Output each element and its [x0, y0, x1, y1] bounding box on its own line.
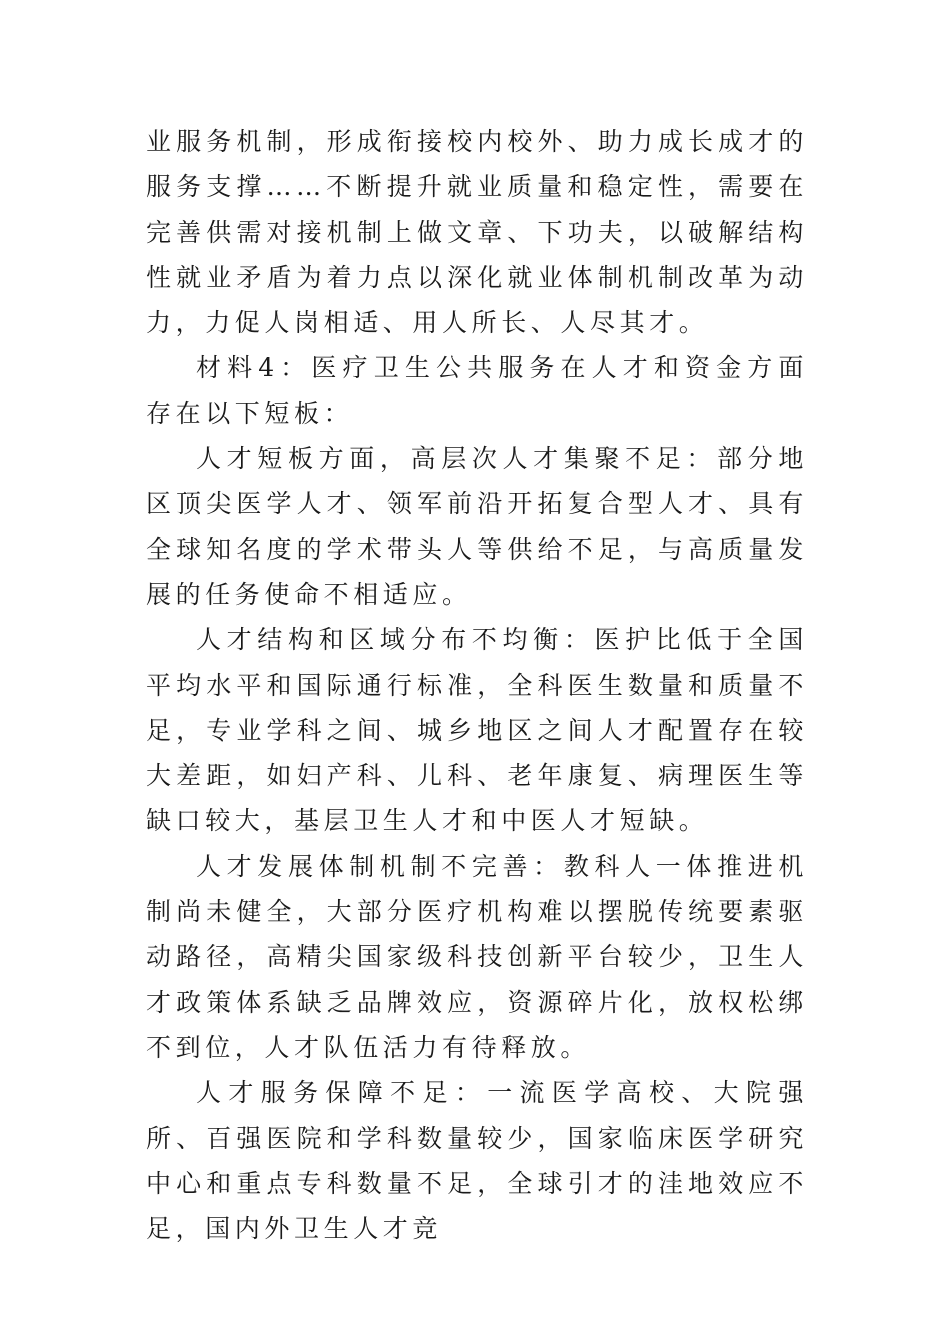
paragraph-high-level-talent: 人才短板方面，高层次人才集聚不足：部分地区顶尖医学人才、领军前沿开拓复合型人才、具有全球知名度的学术带头人等供给不足，与高质量发展的任务使命不相适应。: [146, 444, 808, 609]
paragraph-talent-structure: 人才结构和区域分布不均衡：医护比低于全国平均水平和国际通行标准，全科医生数量和质量不足，专业学科之间、城乡地区之间人才配置存在较大差距，如妇产科、儿科、老年康复、病理医生等缺口较大，基层卫生人才和中医人才短缺。: [146, 625, 808, 836]
document-body: [146, 119, 808, 1251]
paragraph-talent-mechanism: 人才发展体制机制不完善：教科人一体推进机制尚未健全，大部分医疗机构难以摆脱传统要素驱动路径，高精尖国家级科技创新平台较少，卫生人才政策体系缺乏品牌效应，资源碎片化，放权松绑不到位，人才队伍活力有待释放。: [146, 851, 808, 1062]
paragraph-material-4-intro: 材料4：医疗卫生公共服务在人才和资金方面存在以下短板：: [146, 353, 808, 428]
paragraph-continuation: 业服务机制，形成衔接校内校外、助力成长成才的服务支撑……不断提升就业质量和稳定性，需要在完善供需对接机制上做文章、下功夫，以破解结构性就业矛盾为着力点以深化就业体制机制改革为动力，力促人岗相适、用人所长、人尽其才。: [146, 127, 808, 338]
paragraph-talent-service: 人才服务保障不足：一流医学高校、大院强所、百强医院和学科数量较少，国家临床医学研究中心和重点专科数量不足，全球引才的洼地效应不足，国内外卫生人才竞: [146, 1078, 808, 1244]
